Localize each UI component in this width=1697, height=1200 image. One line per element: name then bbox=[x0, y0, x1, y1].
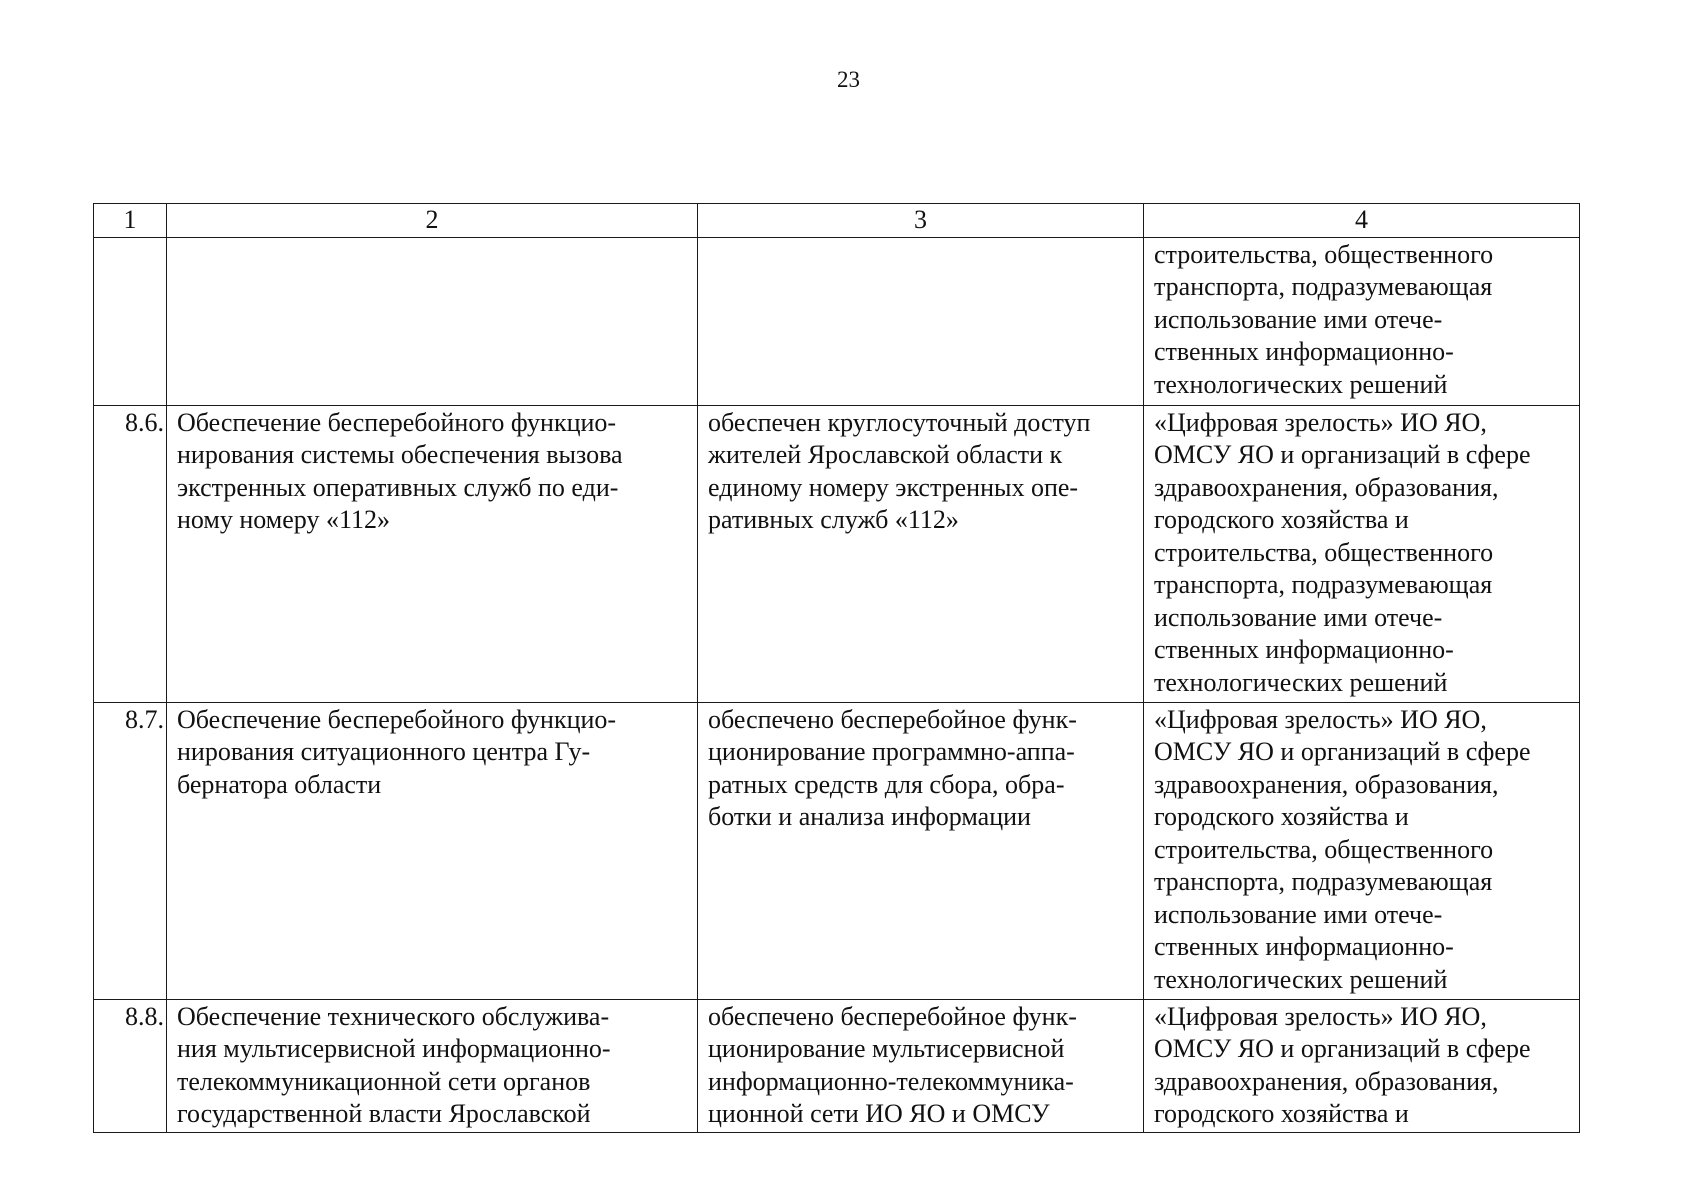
header-cell-1: 1 bbox=[94, 204, 167, 238]
indicator-cell bbox=[1144, 702, 1580, 999]
result-text-line: жителей Ярославской области к bbox=[708, 440, 1063, 469]
activity-text-line: государственной власти Ярославской bbox=[177, 1099, 591, 1128]
activity-text-line: ния мультисервисной информационно- bbox=[177, 1034, 611, 1063]
activity-text-line: Обеспечение бесперебойного функцио- bbox=[177, 407, 617, 437]
indicator-text-line: ОМСУ ЯО и организаций в сфере bbox=[1154, 737, 1531, 766]
result-text-line: обеспечено бесперебойное функ- bbox=[708, 704, 1077, 734]
result-text-line: ботки и анализа информации bbox=[708, 802, 1031, 831]
result-text-line: обеспечен круглосуточный доступ bbox=[708, 407, 1091, 437]
header-cell-3: 3 bbox=[698, 204, 1144, 238]
indicator-text-line: ОМСУ ЯО и организаций в сфере bbox=[1154, 1034, 1531, 1063]
activity-cell bbox=[167, 702, 698, 999]
header-cell-4: 4 bbox=[1144, 204, 1580, 238]
activity-text-line: экстренных оперативных служб по еди- bbox=[177, 472, 619, 502]
indicator-text-line: строительства, общественного bbox=[1154, 239, 1494, 269]
activity-text-line: Обеспечение бесперебойного функцио- bbox=[177, 704, 617, 734]
activity-text-line: нирования системы обеспечения вызова bbox=[177, 440, 623, 469]
table-header-row bbox=[94, 204, 1580, 238]
activity-text-line: бернатора области bbox=[177, 769, 382, 799]
indicator-text-line: транспорта, подразумевающая bbox=[1154, 272, 1493, 301]
indicator-text-line: здравоохранения, образования, bbox=[1154, 472, 1499, 502]
row-number: 8.6. bbox=[94, 405, 167, 702]
result-cell bbox=[698, 405, 1144, 702]
indicator-text-line: технологических решений bbox=[1154, 667, 1448, 697]
indicator-text-line: строительства, общественного bbox=[1154, 537, 1494, 567]
indicator-text-line: «Цифровая зрелость» ИО ЯО, bbox=[1154, 704, 1487, 734]
indicator-text-line: использование ими отече- bbox=[1154, 304, 1443, 334]
indicator-cell bbox=[1144, 237, 1580, 405]
result-text-line: информационно-телекоммуника- bbox=[708, 1066, 1074, 1096]
indicator-cell bbox=[1144, 405, 1580, 702]
header-cell-2: 2 bbox=[167, 204, 698, 238]
plan-table bbox=[93, 203, 1580, 1133]
activity-text-line: ному номеру «112» bbox=[177, 505, 390, 534]
indicator-text-line: городского хозяйства и bbox=[1154, 802, 1409, 831]
table-row-8-7 bbox=[94, 702, 1580, 999]
indicator-text-line: городского хозяйства и bbox=[1154, 505, 1409, 534]
indicator-text-line: использование ими отече- bbox=[1154, 602, 1443, 632]
activity-cell bbox=[167, 405, 698, 702]
row-number bbox=[94, 237, 167, 405]
activity-cell bbox=[167, 237, 698, 405]
activity-text-line: телекоммуникационной сети органов bbox=[177, 1066, 591, 1096]
indicator-text-line: здравоохранения, образования, bbox=[1154, 1066, 1499, 1096]
table-row-8-6 bbox=[94, 405, 1580, 702]
table-row-8-8 bbox=[94, 999, 1580, 1132]
row-number: 8.7. bbox=[94, 702, 167, 999]
result-cell bbox=[698, 237, 1144, 405]
activity-cell bbox=[167, 999, 698, 1132]
indicator-text-line: «Цифровая зрелость» ИО ЯО, bbox=[1154, 407, 1487, 437]
result-text-line: ционирование мультисервисной bbox=[708, 1034, 1065, 1063]
result-text-line: единому номеру экстренных опе- bbox=[708, 472, 1079, 502]
indicator-text-line: ственных информационно- bbox=[1154, 337, 1454, 366]
result-cell bbox=[698, 702, 1144, 999]
indicator-text-line: технологических решений bbox=[1154, 964, 1448, 994]
indicator-text-line: ОМСУ ЯО и организаций в сфере bbox=[1154, 440, 1531, 469]
page-number: 23 bbox=[837, 67, 860, 92]
indicator-text-line: здравоохранения, образования, bbox=[1154, 769, 1499, 799]
indicator-text-line: ственных информационно- bbox=[1154, 932, 1454, 961]
activity-text-line: нирования ситуационного центра Гу- bbox=[177, 737, 591, 766]
indicator-text-line: строительства, общественного bbox=[1154, 834, 1494, 864]
indicator-text-line: «Цифровая зрелость» ИО ЯО, bbox=[1154, 1001, 1487, 1031]
indicator-text-line: городского хозяйства и bbox=[1154, 1099, 1409, 1128]
result-text-line: ционной сети ИО ЯО и ОМСУ bbox=[708, 1099, 1050, 1128]
indicator-cell bbox=[1144, 999, 1580, 1132]
indicator-text-line: ственных информационно- bbox=[1154, 635, 1454, 664]
indicator-text-line: транспорта, подразумевающая bbox=[1154, 867, 1493, 896]
result-text-line: обеспечено бесперебойное функ- bbox=[708, 1001, 1077, 1031]
result-cell bbox=[698, 999, 1144, 1132]
result-text-line: ративных служб «112» bbox=[708, 505, 959, 534]
result-text-line: ратных средств для сбора, обра- bbox=[708, 769, 1065, 799]
result-text-line: ционирование программно-аппа- bbox=[708, 737, 1075, 766]
activity-text-line: Обеспечение технического обслужива- bbox=[177, 1001, 610, 1031]
indicator-text-line: технологических решений bbox=[1154, 369, 1448, 399]
indicator-text-line: транспорта, подразумевающая bbox=[1154, 570, 1493, 599]
row-number: 8.8. bbox=[94, 999, 167, 1132]
table-row-continuation bbox=[94, 237, 1580, 405]
indicator-text-line: использование ими отече- bbox=[1154, 899, 1443, 929]
